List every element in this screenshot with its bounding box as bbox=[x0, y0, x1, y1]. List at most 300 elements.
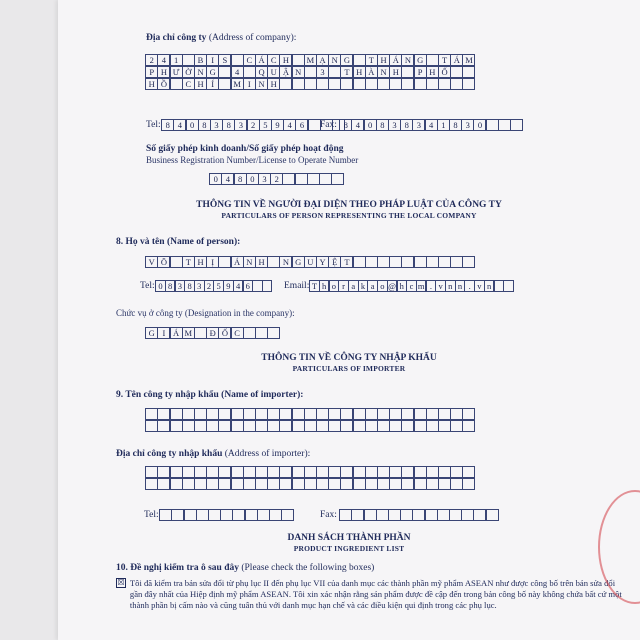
char-cell bbox=[170, 256, 183, 268]
char-cell bbox=[182, 420, 195, 432]
char-cell: N bbox=[255, 78, 268, 90]
char-cell: M bbox=[182, 327, 195, 339]
char-cell bbox=[279, 466, 292, 478]
char-cell bbox=[304, 478, 317, 490]
char-cell bbox=[376, 509, 389, 521]
char-cell bbox=[269, 509, 282, 521]
char-cell bbox=[245, 509, 258, 521]
char-cell: M bbox=[462, 54, 475, 66]
char-cell bbox=[377, 478, 390, 490]
char-cell: H bbox=[267, 78, 280, 90]
char-cell: Ờ bbox=[182, 66, 195, 78]
designation-field[interactable] bbox=[146, 327, 280, 339]
char-cell: Ị bbox=[206, 256, 219, 268]
char-cell bbox=[389, 78, 402, 90]
char-cell: Õ bbox=[157, 256, 170, 268]
char-cell: Á bbox=[170, 327, 183, 339]
char-cell: P bbox=[414, 66, 427, 78]
char-cell bbox=[170, 408, 183, 420]
char-cell: 2 bbox=[204, 280, 215, 292]
char-cell: 6 bbox=[243, 280, 254, 292]
char-cell: U bbox=[267, 66, 280, 78]
char-cell: T bbox=[309, 280, 320, 292]
char-cell bbox=[231, 54, 244, 66]
char-cell bbox=[426, 466, 439, 478]
char-cell bbox=[340, 420, 353, 432]
char-cell bbox=[450, 66, 463, 78]
char-cell: n bbox=[455, 280, 466, 292]
char-cell: 8 bbox=[165, 280, 176, 292]
char-cell: 3 bbox=[388, 119, 401, 131]
char-cell bbox=[218, 478, 231, 490]
char-cell: 5 bbox=[259, 119, 272, 131]
check-boxes-label: 10. Đề nghị kiểm tra ô sau đây (Please check the following boxes) bbox=[116, 563, 375, 573]
char-cell: M bbox=[304, 54, 317, 66]
char-cell bbox=[267, 408, 280, 420]
char-cell: 2 bbox=[145, 54, 158, 66]
char-cell: N bbox=[292, 66, 305, 78]
company-tel-field[interactable] bbox=[162, 119, 345, 131]
char-cell bbox=[255, 327, 268, 339]
char-cell: G bbox=[414, 54, 427, 66]
char-cell: 0 bbox=[473, 119, 486, 131]
person-email-field[interactable] bbox=[310, 280, 514, 292]
char-cell bbox=[401, 408, 414, 420]
char-cell bbox=[304, 66, 317, 78]
char-cell: N bbox=[328, 54, 341, 66]
person-email-label: Email: bbox=[284, 281, 310, 291]
char-cell bbox=[340, 78, 353, 90]
char-cell bbox=[438, 466, 451, 478]
char-cell bbox=[206, 420, 219, 432]
char-cell bbox=[389, 420, 402, 432]
char-cell bbox=[182, 478, 195, 490]
char-cell bbox=[231, 420, 244, 432]
char-cell bbox=[353, 54, 366, 66]
char-cell: m bbox=[417, 281, 425, 291]
char-cell bbox=[218, 466, 231, 478]
char-cell: Á bbox=[450, 54, 463, 66]
char-cell: C bbox=[182, 78, 195, 90]
char-cell: 0 bbox=[155, 280, 166, 292]
char-cell bbox=[400, 509, 413, 521]
char-cell bbox=[328, 78, 341, 90]
char-cell bbox=[462, 78, 475, 90]
char-cell bbox=[339, 509, 352, 521]
char-cell bbox=[279, 420, 292, 432]
char-cell: N bbox=[279, 256, 292, 268]
char-cell bbox=[208, 509, 221, 521]
char-cell bbox=[412, 509, 425, 521]
char-cell bbox=[194, 466, 207, 478]
char-cell bbox=[194, 327, 207, 339]
char-cell bbox=[438, 420, 451, 432]
char-cell bbox=[414, 408, 427, 420]
char-cell bbox=[353, 466, 366, 478]
char-cell: C bbox=[243, 54, 256, 66]
char-cell bbox=[194, 408, 207, 420]
person-tel-label: Tel: bbox=[140, 281, 155, 291]
char-cell bbox=[243, 327, 256, 339]
char-cell bbox=[145, 466, 158, 478]
char-cell: H bbox=[194, 78, 207, 90]
char-cell bbox=[243, 408, 256, 420]
char-cell: T bbox=[438, 54, 451, 66]
char-cell bbox=[353, 478, 366, 490]
char-cell: 1 bbox=[170, 54, 183, 66]
char-cell bbox=[389, 256, 402, 268]
char-cell: H bbox=[194, 256, 207, 268]
char-cell bbox=[426, 478, 439, 490]
char-cell: 4 bbox=[425, 119, 438, 131]
char-cell: H bbox=[426, 66, 439, 78]
company-address-field-row-1[interactable] bbox=[146, 54, 475, 66]
char-cell: 4 bbox=[231, 66, 244, 78]
char-cell bbox=[257, 509, 270, 521]
char-cell bbox=[377, 78, 390, 90]
char-cell bbox=[159, 509, 172, 521]
char-cell: Ư bbox=[170, 66, 183, 78]
ingredients-title-vi: DANH SÁCH THÀNH PHẦN bbox=[287, 533, 411, 543]
char-cell bbox=[232, 509, 245, 521]
char-cell bbox=[401, 466, 414, 478]
char-cell bbox=[377, 466, 390, 478]
char-cell bbox=[267, 420, 280, 432]
char-cell: 4 bbox=[283, 119, 296, 131]
char-cell: 9 bbox=[271, 119, 284, 131]
char-cell bbox=[267, 466, 280, 478]
char-cell: P bbox=[145, 66, 158, 78]
char-cell: U bbox=[304, 256, 317, 268]
char-cell bbox=[462, 256, 475, 268]
char-cell: 8 bbox=[184, 280, 195, 292]
char-cell bbox=[462, 408, 475, 420]
char-cell bbox=[414, 420, 427, 432]
char-cell bbox=[401, 78, 414, 90]
char-cell bbox=[450, 408, 463, 420]
char-cell: G bbox=[292, 256, 305, 268]
char-cell bbox=[170, 78, 183, 90]
ingredient-declaration bbox=[116, 578, 624, 611]
char-cell bbox=[438, 478, 451, 490]
char-cell bbox=[425, 509, 438, 521]
char-cell: C bbox=[267, 54, 280, 66]
char-cell: 8 bbox=[376, 119, 389, 131]
char-cell: 8 bbox=[161, 119, 174, 131]
char-cell: Ố bbox=[438, 66, 451, 78]
char-cell: o bbox=[329, 280, 340, 292]
char-cell bbox=[292, 408, 305, 420]
declaration-checkbox[interactable]: ☒ bbox=[117, 578, 125, 587]
char-cell bbox=[437, 509, 450, 521]
char-cell: Ồ bbox=[157, 78, 170, 90]
char-cell bbox=[510, 119, 523, 131]
char-cell: Í bbox=[206, 78, 219, 90]
char-cell bbox=[401, 256, 414, 268]
char-cell: v bbox=[474, 280, 485, 292]
char-cell bbox=[401, 420, 414, 432]
char-cell bbox=[292, 478, 305, 490]
char-cell: c bbox=[406, 280, 417, 292]
char-cell bbox=[145, 478, 158, 490]
importer-name-field-row-2[interactable] bbox=[146, 420, 475, 432]
char-cell bbox=[426, 408, 439, 420]
char-cell bbox=[218, 78, 231, 90]
char-cell: o bbox=[377, 280, 388, 292]
char-cell bbox=[218, 256, 231, 268]
char-cell bbox=[449, 509, 462, 521]
char-cell bbox=[473, 509, 486, 521]
char-cell bbox=[450, 78, 463, 90]
char-cell bbox=[145, 408, 158, 420]
char-cell bbox=[304, 78, 317, 90]
char-cell bbox=[388, 509, 401, 521]
char-cell bbox=[304, 466, 317, 478]
char-cell bbox=[304, 408, 317, 420]
char-cell bbox=[292, 466, 305, 478]
char-cell: H bbox=[389, 66, 402, 78]
char-cell bbox=[157, 420, 170, 432]
char-cell bbox=[389, 466, 402, 478]
char-cell bbox=[170, 466, 183, 478]
char-cell bbox=[231, 408, 244, 420]
char-cell bbox=[206, 478, 219, 490]
char-cell: 3 bbox=[210, 119, 223, 131]
company-address-label: Địa chỉ công ty (Address of company): bbox=[146, 33, 297, 43]
char-cell bbox=[157, 408, 170, 420]
char-cell bbox=[316, 478, 329, 490]
char-cell bbox=[462, 466, 475, 478]
char-cell: N bbox=[377, 66, 390, 78]
company-fax-field[interactable] bbox=[340, 119, 523, 131]
char-cell: 4 bbox=[221, 173, 234, 185]
designation-label: Chức vụ ở công ty (Designation in the company): bbox=[116, 308, 295, 318]
importer-address-field-row-1[interactable] bbox=[146, 466, 475, 478]
char-cell: 3 bbox=[316, 66, 329, 78]
char-cell: M bbox=[231, 78, 244, 90]
char-cell: G bbox=[206, 66, 219, 78]
char-cell bbox=[461, 509, 474, 521]
char-cell: @ bbox=[388, 281, 396, 291]
char-cell bbox=[145, 420, 158, 432]
char-cell: 2 bbox=[270, 173, 283, 185]
char-cell: a bbox=[367, 280, 378, 292]
importer-tel-field[interactable] bbox=[160, 509, 294, 521]
char-cell bbox=[243, 478, 256, 490]
importer-name-label: 9. Tên công ty nhập khẩu (Name of importer): bbox=[116, 390, 304, 400]
char-cell bbox=[279, 478, 292, 490]
char-cell bbox=[365, 256, 378, 268]
char-cell: 4 bbox=[157, 54, 170, 66]
char-cell: n bbox=[484, 280, 495, 292]
char-cell: k bbox=[358, 280, 369, 292]
char-cell bbox=[255, 466, 268, 478]
char-cell bbox=[157, 478, 170, 490]
char-cell: S bbox=[218, 54, 231, 66]
person-name-field[interactable] bbox=[146, 256, 475, 268]
char-cell bbox=[243, 66, 256, 78]
char-cell bbox=[426, 78, 439, 90]
char-cell bbox=[281, 509, 294, 521]
char-cell: 4 bbox=[173, 119, 186, 131]
char-cell bbox=[450, 256, 463, 268]
char-cell bbox=[389, 408, 402, 420]
char-cell: T bbox=[365, 54, 378, 66]
char-cell bbox=[170, 420, 183, 432]
declaration-paragraph: Tôi đã kiểm tra bản sửa đổi từ phụ lục II đến phụ lục VII của danh mục các thành phần mỹ phẩm ASEAN như được công bố trên bản sửa đổi gần đây nhất của Hiệp định mỹ phẩm ASEAN. Tôi xin xác nhận rằng sản phẩm được đề cập đến trong bản công bố này không chứa bất cứ một thành phần bị cấm nào và cũng tuân thủ với danh mục hạn chế và các điều kiện qui định trong các phụ lục. bbox=[129, 578, 622, 610]
char-cell: 0 bbox=[246, 173, 259, 185]
char-cell bbox=[170, 478, 183, 490]
company-address-field-row-3[interactable] bbox=[146, 78, 475, 90]
char-cell bbox=[316, 78, 329, 90]
char-cell: Á bbox=[231, 256, 244, 268]
char-cell bbox=[426, 420, 439, 432]
char-cell bbox=[353, 420, 366, 432]
char-cell bbox=[340, 408, 353, 420]
char-cell bbox=[414, 478, 427, 490]
char-cell bbox=[328, 66, 341, 78]
char-cell: H bbox=[353, 66, 366, 78]
char-cell: n bbox=[445, 280, 456, 292]
char-cell bbox=[220, 509, 233, 521]
char-cell bbox=[279, 78, 292, 90]
char-cell bbox=[182, 466, 195, 478]
char-cell bbox=[328, 478, 341, 490]
char-cell: T bbox=[340, 256, 353, 268]
importer-name-field-row-1[interactable] bbox=[146, 408, 475, 420]
char-cell: 8 bbox=[400, 119, 413, 131]
char-cell: h bbox=[319, 280, 330, 292]
char-cell: 3 bbox=[258, 173, 271, 185]
char-cell: Q bbox=[255, 66, 268, 78]
char-cell bbox=[267, 327, 280, 339]
person-tel-field[interactable] bbox=[156, 280, 272, 292]
importer-tel-label: Tel: bbox=[144, 510, 159, 520]
char-cell bbox=[462, 66, 475, 78]
char-cell bbox=[401, 66, 414, 78]
char-cell bbox=[218, 66, 231, 78]
char-cell bbox=[377, 408, 390, 420]
char-cell bbox=[279, 408, 292, 420]
char-cell: 3 bbox=[175, 280, 186, 292]
ingredients-title-en: PRODUCT INGREDIENT LIST bbox=[293, 544, 405, 553]
char-cell: 8 bbox=[449, 119, 462, 131]
char-cell bbox=[194, 478, 207, 490]
char-cell: N bbox=[194, 66, 207, 78]
char-cell: T bbox=[340, 66, 353, 78]
person-name-label: 8. Họ và tên (Name of person): bbox=[116, 237, 241, 247]
char-cell bbox=[282, 173, 295, 185]
char-cell bbox=[438, 256, 451, 268]
char-cell bbox=[328, 408, 341, 420]
char-cell: 8 bbox=[198, 119, 211, 131]
char-cell bbox=[182, 408, 195, 420]
char-cell: 3 bbox=[461, 119, 474, 131]
char-cell: Á bbox=[389, 54, 402, 66]
char-cell: 5 bbox=[213, 280, 224, 292]
char-cell bbox=[255, 478, 268, 490]
char-cell bbox=[206, 408, 219, 420]
importer-fax-label: Fax: bbox=[320, 510, 337, 520]
importer-address-field-row-2[interactable] bbox=[146, 478, 475, 490]
char-cell bbox=[267, 256, 280, 268]
char-cell bbox=[486, 119, 499, 131]
char-cell: H bbox=[145, 78, 158, 90]
char-cell bbox=[414, 466, 427, 478]
char-cell: h bbox=[397, 280, 408, 292]
char-cell: À bbox=[365, 66, 378, 78]
char-cell bbox=[157, 466, 170, 478]
char-cell bbox=[353, 408, 366, 420]
char-cell bbox=[308, 119, 321, 131]
char-cell: I bbox=[157, 327, 170, 339]
char-cell: N bbox=[401, 54, 414, 66]
char-cell: 3 bbox=[412, 119, 425, 131]
char-cell bbox=[503, 280, 514, 292]
char-cell bbox=[231, 466, 244, 478]
char-cell bbox=[218, 408, 231, 420]
company-tel-label: Tel: bbox=[146, 120, 161, 130]
char-cell: 4 bbox=[233, 280, 244, 292]
char-cell: I bbox=[206, 54, 219, 66]
char-cell bbox=[377, 420, 390, 432]
char-cell bbox=[498, 119, 511, 131]
char-cell: 1 bbox=[437, 119, 450, 131]
char-cell: H bbox=[377, 54, 390, 66]
char-cell bbox=[331, 173, 344, 185]
char-cell: 3 bbox=[194, 280, 205, 292]
char-cell: N bbox=[243, 256, 256, 268]
char-cell bbox=[171, 509, 184, 521]
license-number-field[interactable] bbox=[210, 173, 344, 185]
char-cell: 0 bbox=[209, 173, 222, 185]
char-cell bbox=[292, 420, 305, 432]
char-cell bbox=[377, 256, 390, 268]
char-cell bbox=[243, 466, 256, 478]
license-label-en: Business Registration Number/License to Operate Number bbox=[146, 155, 359, 165]
char-cell bbox=[365, 78, 378, 90]
char-cell: Ậ bbox=[279, 66, 292, 78]
char-cell bbox=[182, 54, 195, 66]
char-cell bbox=[316, 420, 329, 432]
char-cell bbox=[262, 280, 273, 292]
char-cell bbox=[316, 408, 329, 420]
char-cell: I bbox=[243, 78, 256, 90]
char-cell: 8 bbox=[234, 173, 247, 185]
char-cell bbox=[243, 420, 256, 432]
char-cell bbox=[351, 509, 364, 521]
char-cell bbox=[295, 173, 308, 185]
form-page bbox=[58, 0, 640, 640]
char-cell: T bbox=[182, 256, 195, 268]
char-cell bbox=[292, 54, 305, 66]
char-cell: Ố bbox=[218, 327, 231, 339]
char-cell bbox=[316, 466, 329, 478]
char-cell bbox=[426, 256, 439, 268]
char-cell: 4 bbox=[351, 119, 364, 131]
char-cell bbox=[267, 478, 280, 490]
char-cell: 3 bbox=[234, 119, 247, 131]
char-cell: v bbox=[435, 280, 446, 292]
char-cell: r bbox=[338, 280, 349, 292]
representative-title-en: PARTICULARS OF PERSON REPRESENTING THE LOCAL COMPANY bbox=[221, 211, 477, 220]
char-cell: H bbox=[255, 256, 268, 268]
char-cell bbox=[438, 408, 451, 420]
company-address-field-row-2[interactable] bbox=[146, 66, 475, 78]
char-cell bbox=[319, 173, 332, 185]
importer-fax-field[interactable] bbox=[340, 509, 499, 521]
char-cell bbox=[292, 78, 305, 90]
